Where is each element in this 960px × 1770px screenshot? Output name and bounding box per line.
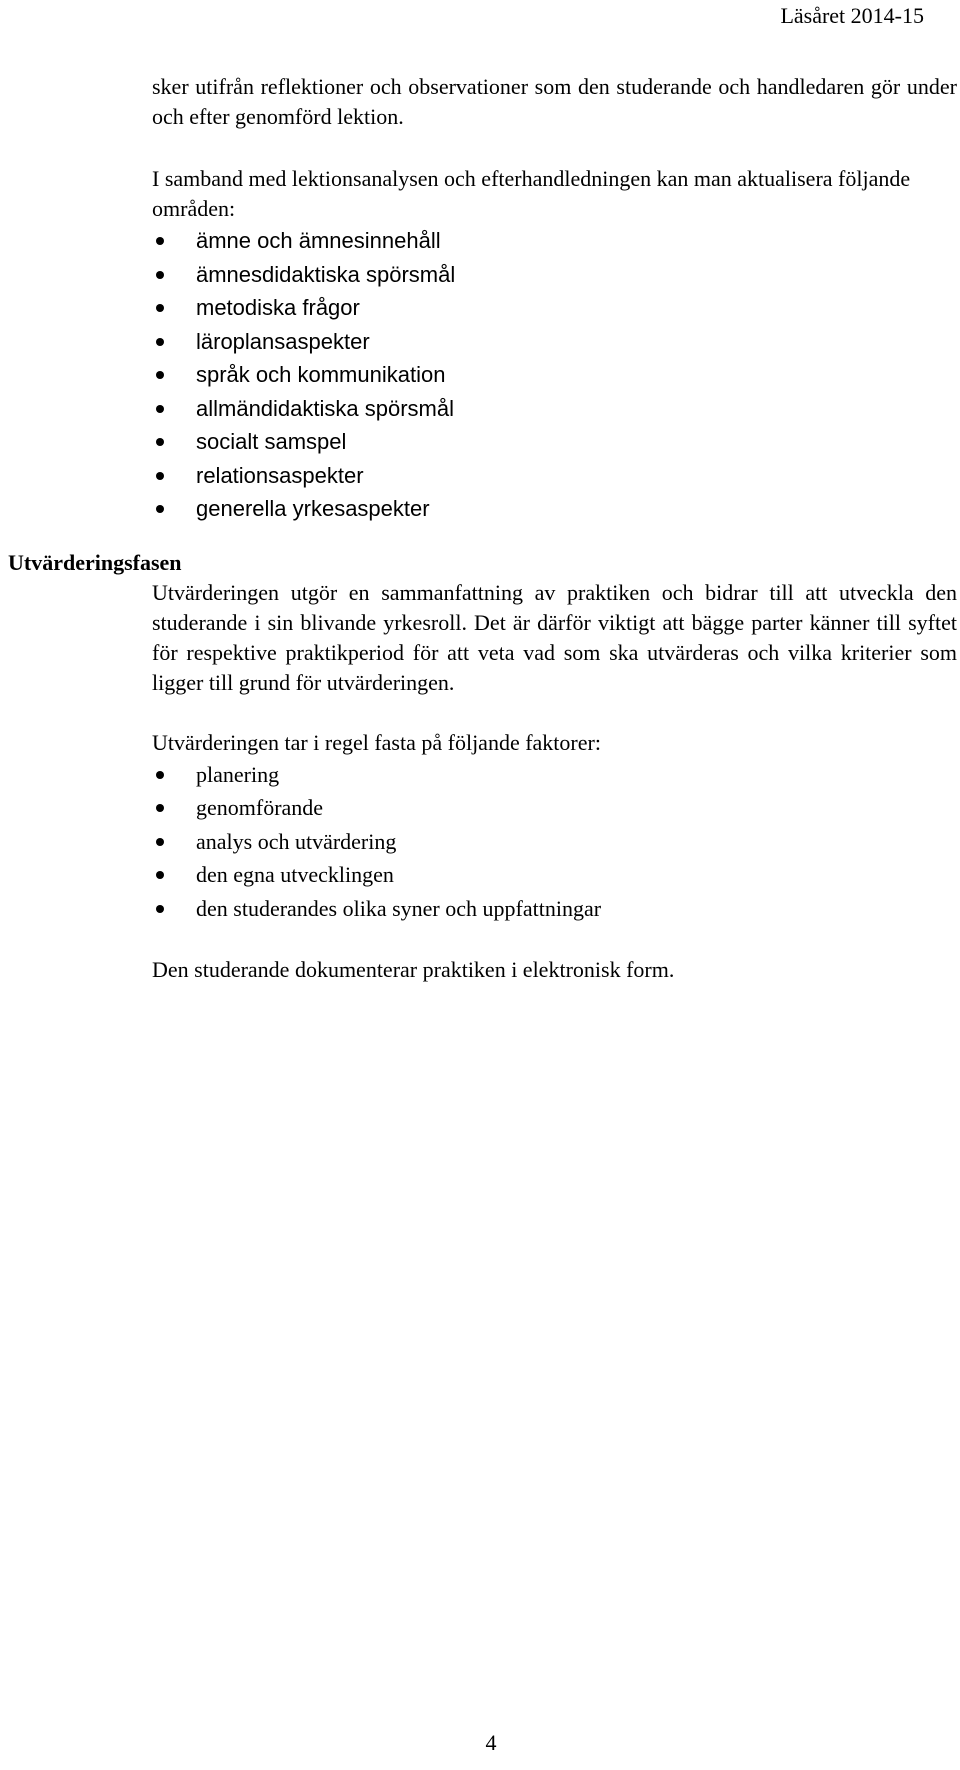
list-item-label: relationsaspekter — [196, 462, 364, 488]
list-item — [0, 492, 960, 526]
section-heading-evaluation: Utvärderingsfasen — [8, 549, 182, 575]
list-item-label: genomförande — [196, 795, 324, 820]
list-item — [0, 325, 960, 359]
spacer — [0, 925, 960, 955]
list-item — [0, 791, 960, 825]
list-item-label: allmändidaktiska spörsmål — [196, 395, 454, 421]
list-item — [0, 224, 960, 258]
list-item-label: planering — [196, 761, 280, 787]
evaluation-factors-list — [0, 758, 960, 926]
list-item-label: språk och kommunikation — [196, 362, 446, 387]
list-item-label: den studerandes olika syner och uppfattningar — [196, 895, 602, 921]
list-item-label: metodiska frågor — [196, 295, 360, 320]
bullet-icon — [156, 405, 164, 413]
bullet-icon — [156, 905, 164, 913]
bullet-icon — [156, 771, 164, 779]
bullet-icon — [156, 338, 164, 346]
page-number: 4 — [485, 1730, 497, 1755]
bullet-icon — [156, 438, 164, 446]
list-item — [0, 291, 960, 325]
list-item — [0, 825, 960, 859]
list-item-label: ämne och ämnesinnehåll — [196, 228, 441, 253]
bullet-icon — [156, 505, 164, 513]
document-body — [0, 72, 960, 985]
closing-paragraph: Den studerande dokumenterar praktiken i elektronisk form. — [152, 957, 675, 982]
list-item — [0, 425, 960, 459]
bullet-icon — [156, 271, 164, 279]
list-item — [0, 392, 960, 426]
list-item-label: den egna utvecklingen — [196, 862, 394, 887]
list-item-label: analys och utvärdering — [196, 828, 397, 854]
list-item-label: socialt samspel — [196, 429, 347, 454]
list-item — [0, 858, 960, 892]
list-item-label: ämnesdidaktiska spörsmål — [196, 261, 456, 287]
analysis-lead-paragraph: I samband med lektionsanalysen och efterhandledningen kan man aktualisera följande områden: — [152, 166, 911, 221]
bullet-icon — [156, 371, 164, 379]
spacer — [0, 526, 960, 548]
evaluation-lead-paragraph: Utvärderingen tar i regel fasta på följande faktorer: — [152, 729, 601, 755]
page-header-year: Läsåret 2014-15 — [780, 3, 924, 28]
list-item-label: läroplansaspekter — [196, 328, 370, 354]
evaluation-paragraph: Utvärderingen utgör en sammanfattning av praktiken och bidrar till att utveckla den studerande i sin blivande yrkesroll. Det är därför viktigt att bägge parter känner till syftet för respektive praktikperiod för att veta vad som ska utvärderas och vilka kriterier som ligger till grund för utvärderingen. — [152, 579, 957, 695]
analysis-areas-list — [0, 224, 960, 526]
list-item — [0, 358, 960, 392]
bullet-icon — [156, 871, 164, 879]
list-item — [0, 892, 960, 926]
list-item-label: generella yrkesaspekter — [196, 496, 430, 521]
bullet-icon — [156, 237, 164, 245]
bullet-icon — [156, 804, 164, 812]
list-item — [0, 258, 960, 292]
bullet-icon — [156, 304, 164, 312]
list-item — [0, 459, 960, 493]
list-item — [0, 758, 960, 792]
intro-paragraph: sker utifrån reflektioner och observationer som den studerande och handledaren gör under och efter genomförd lektion. — [152, 74, 957, 129]
bullet-icon — [156, 838, 164, 846]
spacer — [0, 132, 960, 164]
spacer — [0, 698, 960, 728]
bullet-icon — [156, 472, 164, 480]
